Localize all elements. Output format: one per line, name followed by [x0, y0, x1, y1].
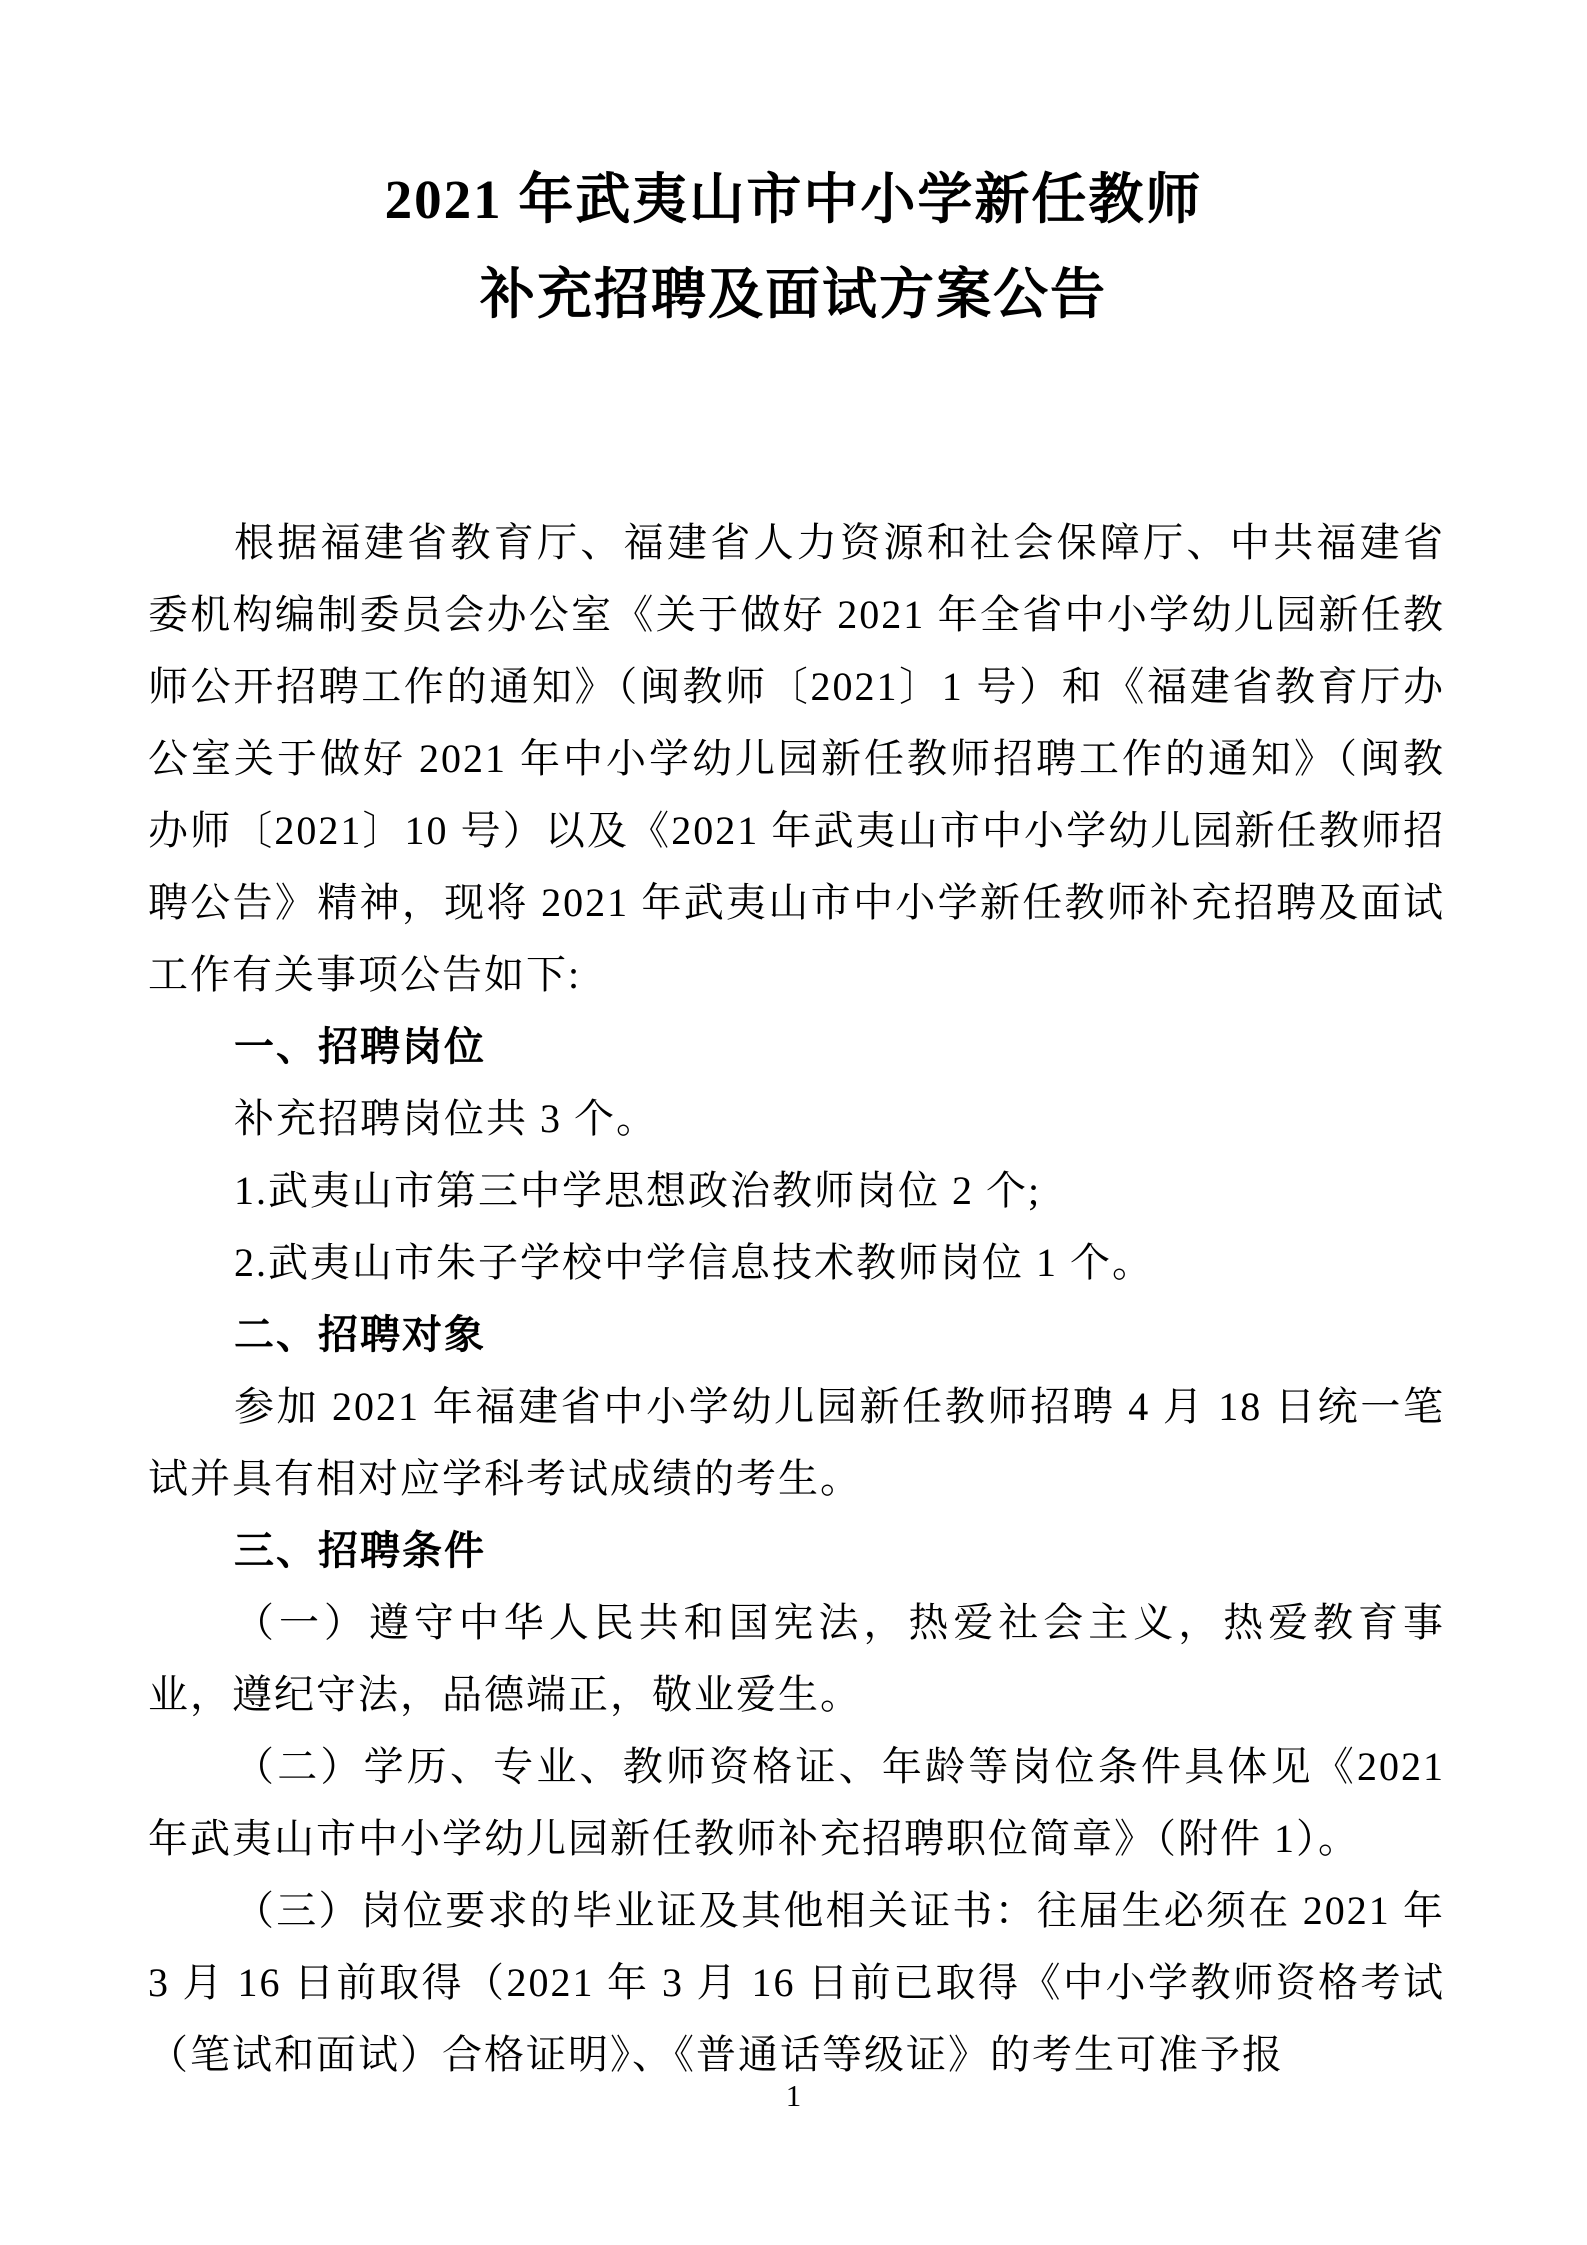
section-heading-requirements: 三、招聘条件	[234, 1529, 486, 1573]
section-heading-targets: 二、招聘对象	[234, 1313, 486, 1357]
position-item-2: 2.武夷山市朱子学校中学信息技术教师岗位 1 个。	[234, 1240, 1154, 1285]
document-title-line-2: 补充招聘及面试方案公告	[479, 264, 1107, 325]
requirement-item-2: （二）学历、专业、教师资格证、年龄等岗位条件具体见《2021 年武夷山市中小学幼儿园新任教师补充招聘职位简章》（附件 1）。	[148, 1744, 1445, 1861]
document-title	[0, 152, 1587, 342]
requirement-item-1: （一）遵守中华人民共和国宪法，热爱社会主义，热爱教育事业，遵纪守法，品德端正，敬业爱生。	[148, 1600, 1445, 1717]
positions-summary: 补充招聘岗位共 3 个。	[234, 1096, 658, 1141]
intro-paragraph: 根据福建省教育厅、福建省人力资源和社会保障厅、中共福建省委机构编制委员会办公室《关于做好 2021 年全省中小学幼儿园新任教师公开招聘工作的通知》（闽教师〔2021〕1 号）和《福建省教育厅办公室关于做好 2021 年中小学幼儿园新任教师招聘工作的通知》（闽教办师〔2021〕10 号）以及《2021 年武夷山市中小学幼儿园新任教师招聘公告》精神，现将 2021 年武夷山市中小学新任教师补充招聘及面试工作有关事项公告如下:	[148, 520, 1445, 997]
targets-paragraph: 参加 2021 年福建省中小学幼儿园新任教师招聘 4 月 18 日统一笔试并具有相对应学科考试成绩的考生。	[148, 1384, 1445, 1501]
document-title-line-1: 2021 年武夷山市中小学新任教师	[384, 169, 1203, 230]
page-number: 1	[785, 2078, 802, 2113]
requirement-item-3: （三）岗位要求的毕业证及其他相关证书：往届生必须在 2021 年 3 月 16 日前取得（2021 年 3 月 16 日前已取得《中小学教师资格考试（笔试和面试）合格证明》、《普通话等级证》的考生可准予报	[148, 1888, 1445, 2077]
section-heading-positions: 一、招聘岗位	[234, 1025, 486, 1069]
position-item-1: 1.武夷山市第三中学思想政治教师岗位 2 个;	[234, 1168, 1042, 1213]
document-body	[0, 507, 1587, 2091]
